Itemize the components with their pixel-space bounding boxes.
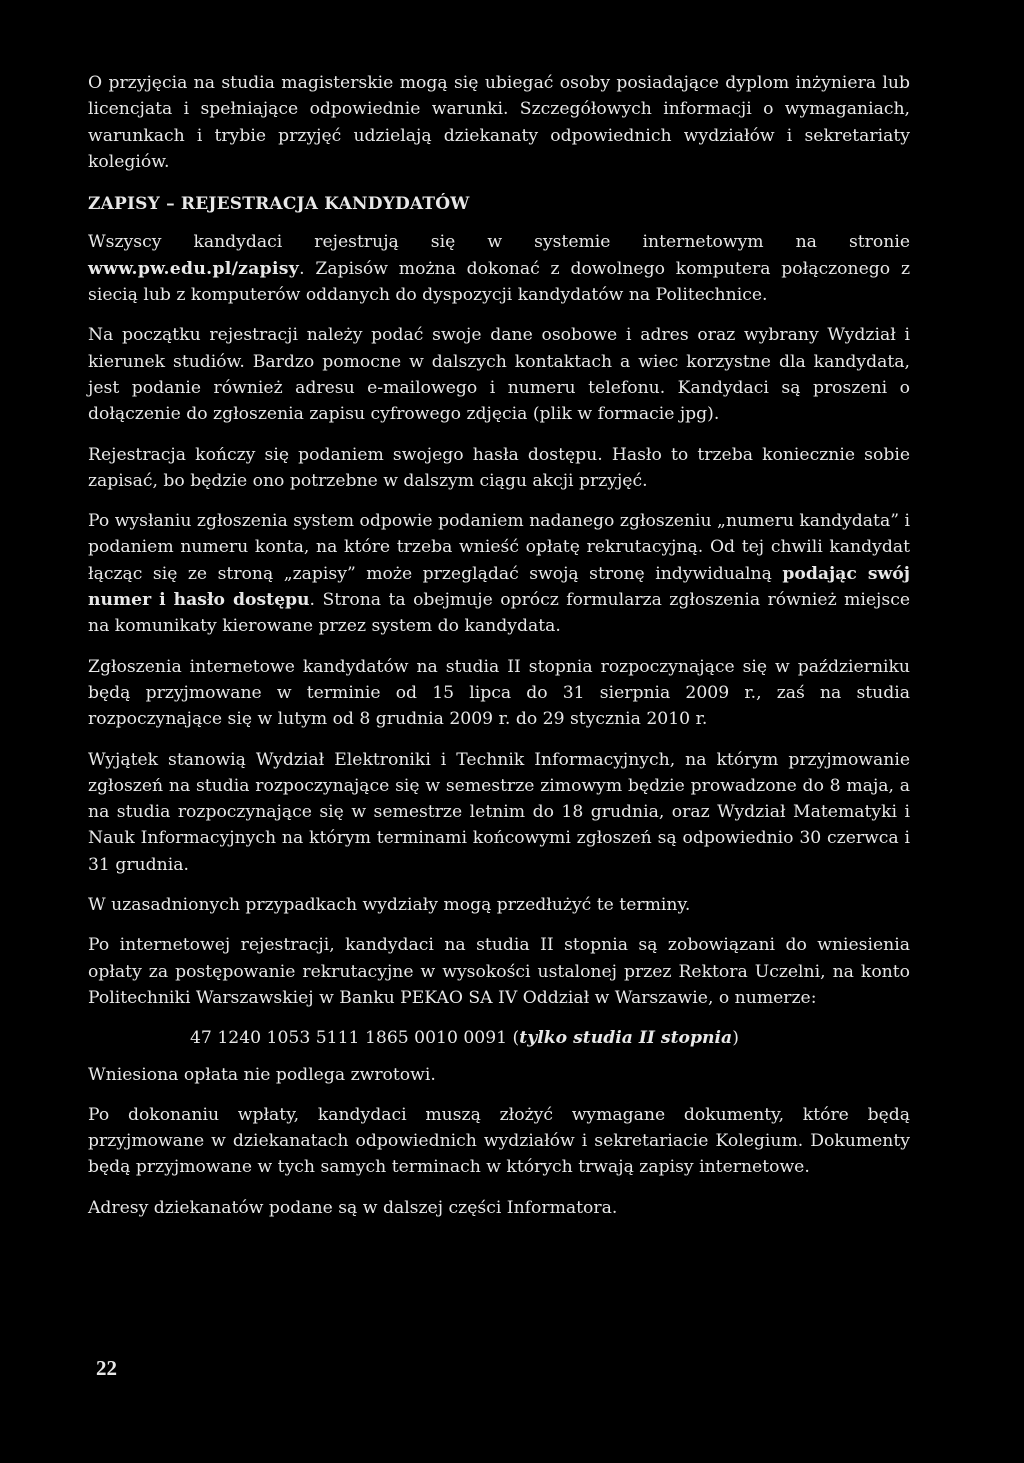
- candidate-number-text-2: . Strona ta obejmuje oprócz formularza zgłoszenia również miejsce na komunikaty kierowane przez system do kandydata.: [88, 590, 910, 637]
- section-heading: ZAPISY – REJESTRACJA KANDYDATÓW: [88, 194, 470, 215]
- registration-url-link[interactable]: www.pw.edu.pl/zapisy: [88, 258, 300, 279]
- paragraph-documents: Po dokonaniu wpłaty, kandydaci muszą złożyć wymagane dokumenty, które będą przyjmowane w dziekanatach odpowiednich wydziałów i sekretariacie Kolegium. Dokumenty będą przyjmowane w tych samych terminach w których trwają zapisy internetowe.: [88, 1104, 910, 1178]
- registration-text-2: . Zapisów można dokonać z dowolnego komputera połączonego z siecią lub z komputerów oddanych do dyspozycji kandydatów na Politechnice.: [88, 258, 910, 306]
- bank-account-line: [88, 1025, 910, 1051]
- paragraph-registration: [88, 229, 910, 308]
- bank-account-number: 47 1240 1053 5111 1865 0010 0091 (: [190, 1028, 520, 1049]
- paragraph-intro: O przyjęcia na studia magisterskie mogą się ubiegać osoby posiadające dyplom inżyniera lub licencjata i spełniające odpowiednie warunki. Szczegółowych informacji o wymaganiach, warunkach i trybie przyjęć udzielają dziekanaty odpowiednich wydziałów i sekretariaty kolegiów.: [88, 73, 910, 172]
- paragraph-password: Rejestracja kończy się podaniem swojego hasła dostępu. Hasło to trzeba koniecznie sobie zapisać, bo będzie ono potrzebne w dalszym ciągu akcji przyjęć.: [88, 444, 910, 491]
- paragraph-personal-data: Na początku rejestracji należy podać swoje dane osobowe i adres oraz wybrany Wydział i kierunek studiów. Bardzo pomocne w dalszych kontaktach a wiec korzystne dla kandydata, jest podanie również adresu e-mailowego i numeru telefonu. Kandydaci są proszeni o dołączenie do zgłoszenia zapisu cyfrowego zdjęcia (plik w formacie jpg).: [88, 325, 910, 425]
- document-page: [88, 70, 910, 1235]
- candidate-number-bold: podając swój numer i hasło dostępu: [88, 563, 910, 611]
- paragraph-candidate-number: [88, 508, 910, 639]
- page-number: 22: [96, 1356, 117, 1380]
- paragraph-no-refund: Wniesiona opłata nie podlega zwrotowi.: [88, 1064, 436, 1085]
- paragraph-exceptions: Wyjątek stanowią Wydział Elektroniki i Technik Informacyjnych, na którym przyjmowanie zgłoszeń na studia rozpoczynające się w semestrze zimowym będzie prowadzone do 8 maja, a na studia rozpoczynające się w semestrze letnim do 18 grudnia, oraz Wydział Matematyki i Nauk Informacyjnych na którym terminami końcowymi zgłoszeń są odpowiednio 30 czerwca i 31 grudnia.: [88, 749, 910, 875]
- paragraph-extension: W uzasadnionych przypadkach wydziały mogą przedłużyć te terminy.: [88, 895, 691, 916]
- bank-account-close: ): [732, 1028, 739, 1049]
- paragraph-addresses: Adresy dziekanatów podane są w dalszej części Informatora.: [88, 1197, 618, 1218]
- bank-account-note: tylko studia II stopnia: [519, 1028, 733, 1049]
- candidate-number-text-1: Po wysłaniu zgłoszenia system odpowie podaniem nadanego zgłoszeniu „numeru kandydata” i podaniem numeru konta, na które trzeba wnieść opłatę rekrutacyjną. Od tej chwili kandydat łącząc się ze stroną „zapisy” może przeglądać swoją stronę indywidualną: [88, 511, 910, 584]
- paragraph-deadlines: Zgłoszenia internetowe kandydatów na studia II stopnia rozpoczynające się w październiku będą przyjmowane w terminie od 15 lipca do 31 sierpnia 2009 r., zaś na studia rozpoczynające się w lutym od 8 grudnia 2009 r. do 29 stycznia 2010 r.: [88, 656, 910, 730]
- registration-text-1: Wszyscy kandydaci rejestrują się w systemie internetowym na stronie: [88, 232, 910, 253]
- paragraph-fee: Po internetowej rejestracji, kandydaci na studia II stopnia są zobowiązani do wniesienia opłaty za postępowanie rekrutacyjne w wysokości ustalonej przez Rektora Uczelni, na konto Politechniki Warszawskiej w Banku PEKAO SA IV Oddział w Warszawie, o numerze:: [88, 935, 910, 1008]
